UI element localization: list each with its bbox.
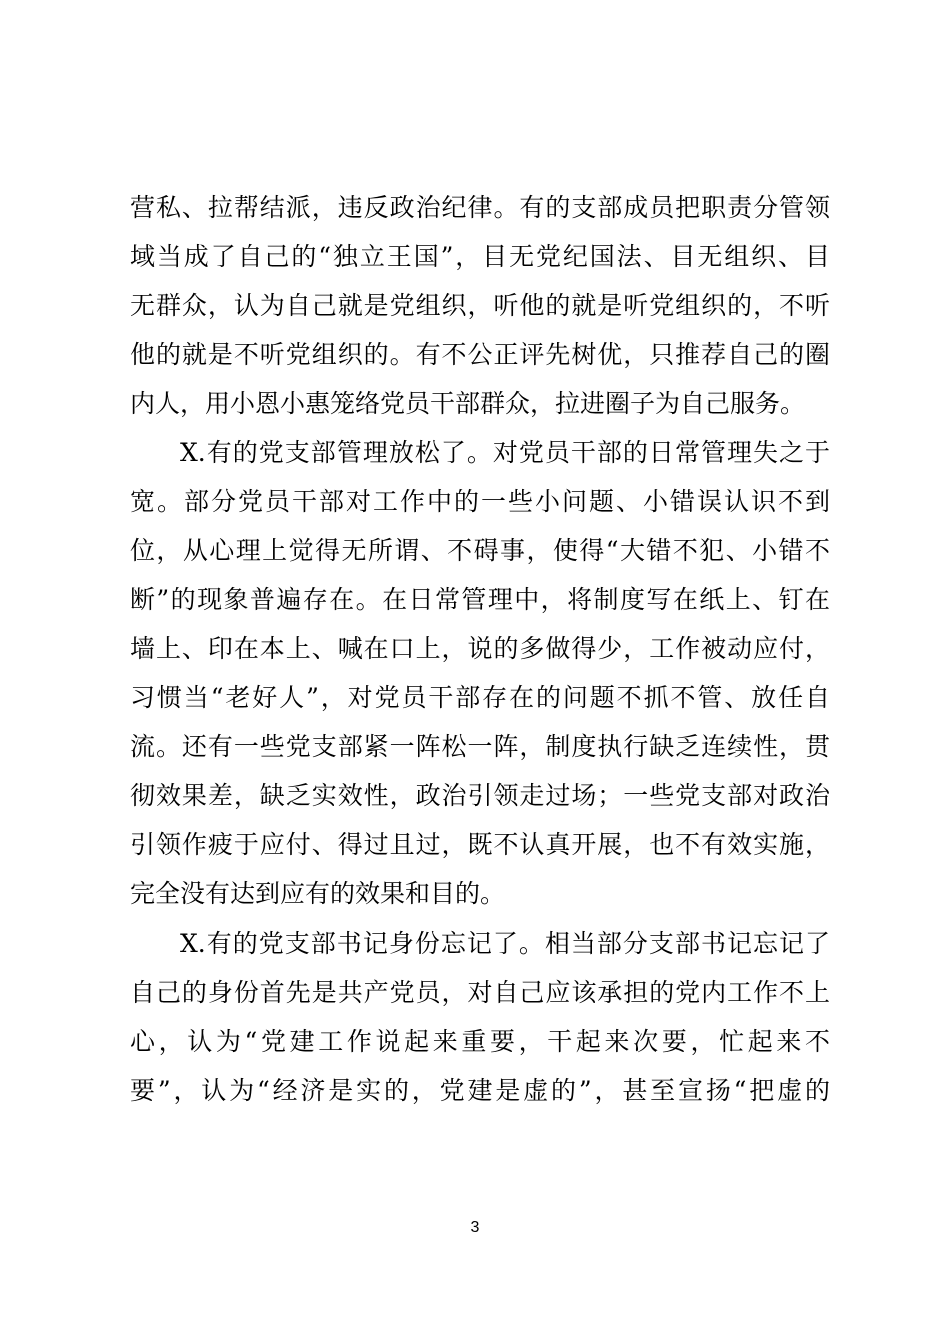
paragraph-2-line-1: X.有的党支部管理放松了。对党员干部的日常管理失之于 (180, 438, 830, 467)
paragraph-2-line-10: 完全没有达到应有的效果和目的。 (130, 879, 506, 908)
paragraph-2-line-5: 墙上、印在本上、喊在口上，说的多做得少，工作被动应付， (130, 634, 830, 663)
paragraph-2-line-2: 宽。部分党员干部对工作中的一些小问题、小错误认识不到 (130, 487, 830, 516)
paragraph-1-line-3: 无群众，认为自己就是党组织，听他的就是听党组织的，不听 (130, 291, 830, 320)
page-number: 3 (470, 1219, 480, 1236)
paragraph-1-line-4: 他的就是不听党组织的。有不公正评先树优，只推荐自己的圈 (130, 340, 830, 369)
paragraph-1-line-2: 域当成了自己的“独立王国”，目无党纪国法、目无组织、目 (130, 242, 830, 271)
paragraph-1-line-5: 内人，用小恩小惠笼络党员干部群众，拉进圈子为自己服务。 (130, 389, 806, 418)
paragraph-2-line-9: 引领作疲于应付、得过且过，既不认真开展，也不有效实施， (130, 830, 830, 859)
paragraph-3-line-3: 心，认为“党建工作说起来重要，干起来次要，忙起来不 (130, 1027, 830, 1056)
paragraph-2-line-4: 断”的现象普遍存在。在日常管理中，将制度写在纸上、钉在 (130, 585, 830, 614)
paragraph-2-line-8: 彻效果差，缺乏实效性，政治引领走过场；一些党支部对政治 (130, 781, 830, 810)
paragraph-2-line-3: 位，从心理上觉得无所谓、不碍事，使得“大错不犯、小错不 (130, 536, 830, 565)
paragraph-3-line-1: X.有的党支部书记身份忘记了。相当部分支部书记忘记了 (180, 929, 830, 958)
paragraph-1-line-1: 营私、拉帮结派，违反政治纪律。有的支部成员把职责分管领 (130, 193, 830, 222)
paragraph-2-line-6: 习惯当“老好人”，对党员干部存在的问题不抓不管、放任自 (130, 683, 830, 712)
paragraph-3-line-2: 自己的身份首先是共产党员，对自己应该承担的党内工作不上 (130, 978, 830, 1007)
paragraph-3-line-4: 要”，认为“经济是实的，党建是虚的”，甚至宣扬“把虚的 (130, 1076, 830, 1105)
paragraph-2-line-7: 流。还有一些党支部紧一阵松一阵，制度执行缺乏连续性，贯 (130, 732, 830, 761)
